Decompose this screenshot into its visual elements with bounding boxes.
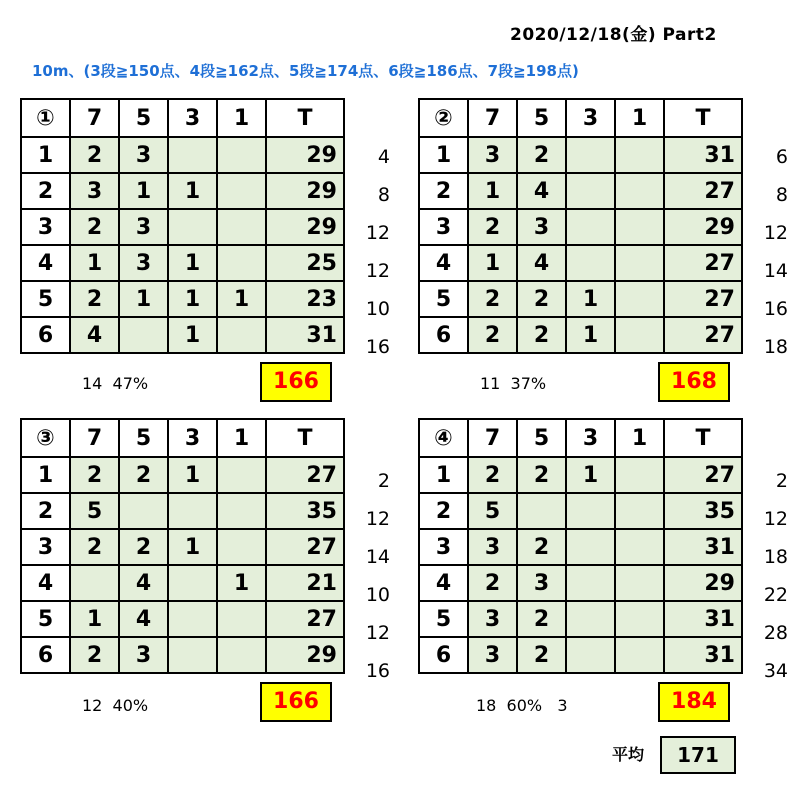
- header-1: 1: [217, 419, 266, 457]
- count-1: [615, 137, 664, 173]
- side-value: 12: [763, 508, 788, 530]
- round-total: 31: [664, 137, 742, 173]
- table-row: [21, 317, 344, 353]
- count-1: [615, 209, 664, 245]
- count-1: [217, 317, 266, 353]
- count-1: [217, 137, 266, 173]
- count-1: [615, 601, 664, 637]
- round-total: 27: [266, 457, 344, 493]
- round-total: 27: [664, 173, 742, 209]
- round-number: 5: [21, 601, 70, 637]
- header-3: 3: [168, 419, 217, 457]
- table-row: [419, 457, 742, 493]
- count-3: [168, 565, 217, 601]
- scorecard-3: [20, 418, 390, 738]
- count-7: 1: [468, 245, 517, 281]
- round-number: 3: [419, 529, 468, 565]
- table-row: [419, 137, 742, 173]
- table-row: [21, 565, 344, 601]
- count-7: 2: [70, 637, 119, 673]
- round-number: 4: [419, 245, 468, 281]
- table-row: [419, 529, 742, 565]
- side-value: 18: [763, 336, 788, 358]
- count-1: [615, 281, 664, 317]
- table-row: [419, 281, 742, 317]
- header-7: 7: [468, 419, 517, 457]
- count-3: 1: [168, 281, 217, 317]
- table-row: [21, 493, 344, 529]
- round-total: 27: [664, 281, 742, 317]
- table-row: [21, 529, 344, 565]
- count-7: 3: [468, 637, 517, 673]
- round-total: 29: [266, 209, 344, 245]
- count-7: 2: [70, 209, 119, 245]
- count-5: 4: [517, 245, 566, 281]
- side-value: 22: [763, 584, 788, 606]
- side-value: 16: [763, 298, 788, 320]
- header-total: T: [664, 419, 742, 457]
- count-7: 2: [70, 529, 119, 565]
- round-total: 27: [664, 317, 742, 353]
- rank-rule: 10m、(3段≧150点、4段≧162点、5段≧174点、6段≧186点、7段≧198点): [32, 62, 579, 80]
- count-3: [566, 565, 615, 601]
- count-7: 2: [468, 281, 517, 317]
- score-table: [20, 418, 345, 674]
- count-7: 1: [70, 601, 119, 637]
- hit-stats: 12 40%: [82, 696, 149, 715]
- grand-total: 184: [658, 682, 730, 722]
- round-number: 2: [419, 173, 468, 209]
- count-5: 4: [517, 173, 566, 209]
- grand-total: 166: [260, 362, 332, 402]
- count-5: 1: [119, 173, 168, 209]
- count-5: 2: [517, 529, 566, 565]
- count-3: [168, 209, 217, 245]
- round-number: 4: [419, 565, 468, 601]
- table-row: [21, 281, 344, 317]
- round-total: 31: [664, 529, 742, 565]
- count-7: 5: [468, 493, 517, 529]
- header-row: [419, 99, 742, 137]
- round-number: 3: [21, 209, 70, 245]
- session-date: 2020/12/18(金) Part2: [510, 25, 717, 45]
- round-number: 6: [21, 317, 70, 353]
- round-total: 23: [266, 281, 344, 317]
- header-5: 5: [517, 99, 566, 137]
- grand-total: 166: [260, 682, 332, 722]
- count-7: 3: [468, 529, 517, 565]
- table-row: [419, 601, 742, 637]
- header-3: 3: [566, 99, 615, 137]
- count-3: 1: [566, 317, 615, 353]
- side-value: 10: [365, 298, 390, 320]
- count-3: [566, 173, 615, 209]
- count-3: [168, 601, 217, 637]
- count-5: 3: [119, 137, 168, 173]
- count-3: [168, 493, 217, 529]
- count-5: 3: [517, 565, 566, 601]
- side-value: 18: [763, 546, 788, 568]
- round-total: 27: [266, 529, 344, 565]
- count-3: [168, 637, 217, 673]
- count-5: 2: [119, 457, 168, 493]
- count-5: 2: [517, 281, 566, 317]
- header-row: [21, 99, 344, 137]
- table-row: [21, 601, 344, 637]
- round-total: 35: [266, 493, 344, 529]
- scorecard-1: [20, 98, 390, 418]
- header-1: 1: [615, 419, 664, 457]
- side-value: 10: [365, 584, 390, 606]
- header-1: 1: [615, 99, 664, 137]
- round-number: 2: [21, 493, 70, 529]
- count-5: 3: [119, 245, 168, 281]
- count-3: [566, 637, 615, 673]
- round-number: 4: [21, 565, 70, 601]
- count-3: 1: [566, 457, 615, 493]
- round-total: 29: [664, 209, 742, 245]
- average-value: 171: [660, 736, 736, 774]
- count-1: [615, 245, 664, 281]
- round-total: 29: [266, 137, 344, 173]
- side-value: 8: [377, 184, 390, 206]
- side-value: 12: [365, 622, 390, 644]
- hit-stats: 14 47%: [82, 374, 149, 393]
- count-3: [566, 529, 615, 565]
- round-total: 31: [266, 317, 344, 353]
- header-5: 5: [517, 419, 566, 457]
- count-1: 1: [217, 565, 266, 601]
- header-7: 7: [468, 99, 517, 137]
- round-total: 31: [664, 637, 742, 673]
- side-value: 16: [365, 660, 390, 682]
- round-total: 27: [266, 601, 344, 637]
- count-5: 4: [119, 601, 168, 637]
- count-1: [217, 637, 266, 673]
- average-label: 平均: [612, 745, 645, 764]
- round-number: 3: [419, 209, 468, 245]
- count-3: 1: [168, 317, 217, 353]
- round-number: 1: [419, 457, 468, 493]
- count-5: 1: [119, 281, 168, 317]
- side-value: 14: [365, 546, 390, 568]
- side-value: 2: [775, 470, 788, 492]
- count-3: 1: [168, 173, 217, 209]
- count-5: 2: [517, 637, 566, 673]
- count-5: 3: [119, 637, 168, 673]
- count-1: [615, 529, 664, 565]
- header-7: 7: [70, 419, 119, 457]
- header-3: 3: [168, 99, 217, 137]
- side-value: 12: [365, 508, 390, 530]
- count-5: 2: [119, 529, 168, 565]
- round-number: 2: [21, 173, 70, 209]
- count-1: [217, 529, 266, 565]
- side-value: 34: [763, 660, 788, 682]
- header-row: [21, 419, 344, 457]
- count-7: 2: [70, 137, 119, 173]
- round-number: 1: [21, 457, 70, 493]
- count-5: 2: [517, 457, 566, 493]
- round-total: 27: [664, 457, 742, 493]
- side-value: 4: [377, 146, 390, 168]
- hit-stats: 11 37%: [480, 374, 547, 393]
- count-3: [566, 209, 615, 245]
- table-row: [419, 245, 742, 281]
- header-7: 7: [70, 99, 119, 137]
- count-1: [217, 601, 266, 637]
- round-total: 29: [266, 637, 344, 673]
- round-number: 1: [419, 137, 468, 173]
- count-1: [217, 173, 266, 209]
- count-5: [119, 493, 168, 529]
- round-number: 3: [21, 529, 70, 565]
- table-row: [419, 173, 742, 209]
- count-5: 4: [119, 565, 168, 601]
- count-3: [566, 245, 615, 281]
- count-7: 1: [70, 245, 119, 281]
- side-value: 28: [763, 622, 788, 644]
- table-row: [21, 457, 344, 493]
- table-row: [21, 209, 344, 245]
- count-7: 3: [468, 137, 517, 173]
- count-7: 5: [70, 493, 119, 529]
- table-row: [419, 317, 742, 353]
- side-value: 14: [763, 260, 788, 282]
- round-number: 6: [419, 637, 468, 673]
- count-7: 4: [70, 317, 119, 353]
- round-number: 6: [419, 317, 468, 353]
- table-row: [21, 137, 344, 173]
- count-5: 2: [517, 317, 566, 353]
- table-row: [419, 565, 742, 601]
- count-7: 2: [468, 209, 517, 245]
- round-total: 25: [266, 245, 344, 281]
- round-total: 29: [266, 173, 344, 209]
- header-5: 5: [119, 99, 168, 137]
- scorecard-4: [418, 418, 788, 738]
- count-1: [615, 493, 664, 529]
- header-total: T: [266, 419, 344, 457]
- side-value: 6: [775, 146, 788, 168]
- count-1: [217, 457, 266, 493]
- side-value: 12: [763, 222, 788, 244]
- table-row: [419, 637, 742, 673]
- round-number: 5: [419, 601, 468, 637]
- table-row: [21, 245, 344, 281]
- side-value: 8: [775, 184, 788, 206]
- count-5: 3: [119, 209, 168, 245]
- scorecard-2: [418, 98, 788, 418]
- count-7: 1: [468, 173, 517, 209]
- count-7: 2: [70, 281, 119, 317]
- card-number: ①: [21, 99, 70, 137]
- side-value: 16: [365, 336, 390, 358]
- table-row: [419, 209, 742, 245]
- table-row: [419, 493, 742, 529]
- header-1: 1: [217, 99, 266, 137]
- round-total: 35: [664, 493, 742, 529]
- count-5: 2: [517, 137, 566, 173]
- round-number: 5: [21, 281, 70, 317]
- count-7: 3: [468, 601, 517, 637]
- count-3: [566, 137, 615, 173]
- count-7: 3: [70, 173, 119, 209]
- count-7: 2: [468, 565, 517, 601]
- card-number: ③: [21, 419, 70, 457]
- count-5: [517, 493, 566, 529]
- hit-stats: 18 60% 3: [476, 696, 568, 715]
- score-table: [418, 98, 743, 354]
- count-7: 2: [70, 457, 119, 493]
- round-total: 27: [664, 245, 742, 281]
- count-1: [615, 317, 664, 353]
- count-1: [615, 457, 664, 493]
- grand-total: 168: [658, 362, 730, 402]
- count-3: [168, 137, 217, 173]
- score-table: [418, 418, 743, 674]
- header-total: T: [266, 99, 344, 137]
- count-1: [615, 173, 664, 209]
- count-1: [615, 565, 664, 601]
- count-1: [217, 209, 266, 245]
- count-1: [615, 637, 664, 673]
- count-3: [566, 493, 615, 529]
- count-3: 1: [168, 457, 217, 493]
- count-7: 2: [468, 457, 517, 493]
- side-value: 12: [365, 222, 390, 244]
- count-3: 1: [168, 245, 217, 281]
- count-3: [566, 601, 615, 637]
- table-row: [21, 173, 344, 209]
- count-5: [119, 317, 168, 353]
- side-value: 12: [365, 260, 390, 282]
- round-number: 6: [21, 637, 70, 673]
- count-1: 1: [217, 281, 266, 317]
- count-1: [217, 493, 266, 529]
- count-5: 2: [517, 601, 566, 637]
- table-row: [21, 637, 344, 673]
- round-number: 1: [21, 137, 70, 173]
- header-total: T: [664, 99, 742, 137]
- count-5: 3: [517, 209, 566, 245]
- card-number: ②: [419, 99, 468, 137]
- round-total: 31: [664, 601, 742, 637]
- header-row: [419, 419, 742, 457]
- round-number: 4: [21, 245, 70, 281]
- round-number: 2: [419, 493, 468, 529]
- header-3: 3: [566, 419, 615, 457]
- count-3: 1: [566, 281, 615, 317]
- score-table: [20, 98, 345, 354]
- header-5: 5: [119, 419, 168, 457]
- card-number: ④: [419, 419, 468, 457]
- count-1: [217, 245, 266, 281]
- side-value: 2: [377, 470, 390, 492]
- count-7: [70, 565, 119, 601]
- round-number: 5: [419, 281, 468, 317]
- count-7: 2: [468, 317, 517, 353]
- count-3: 1: [168, 529, 217, 565]
- round-total: 21: [266, 565, 344, 601]
- round-total: 29: [664, 565, 742, 601]
